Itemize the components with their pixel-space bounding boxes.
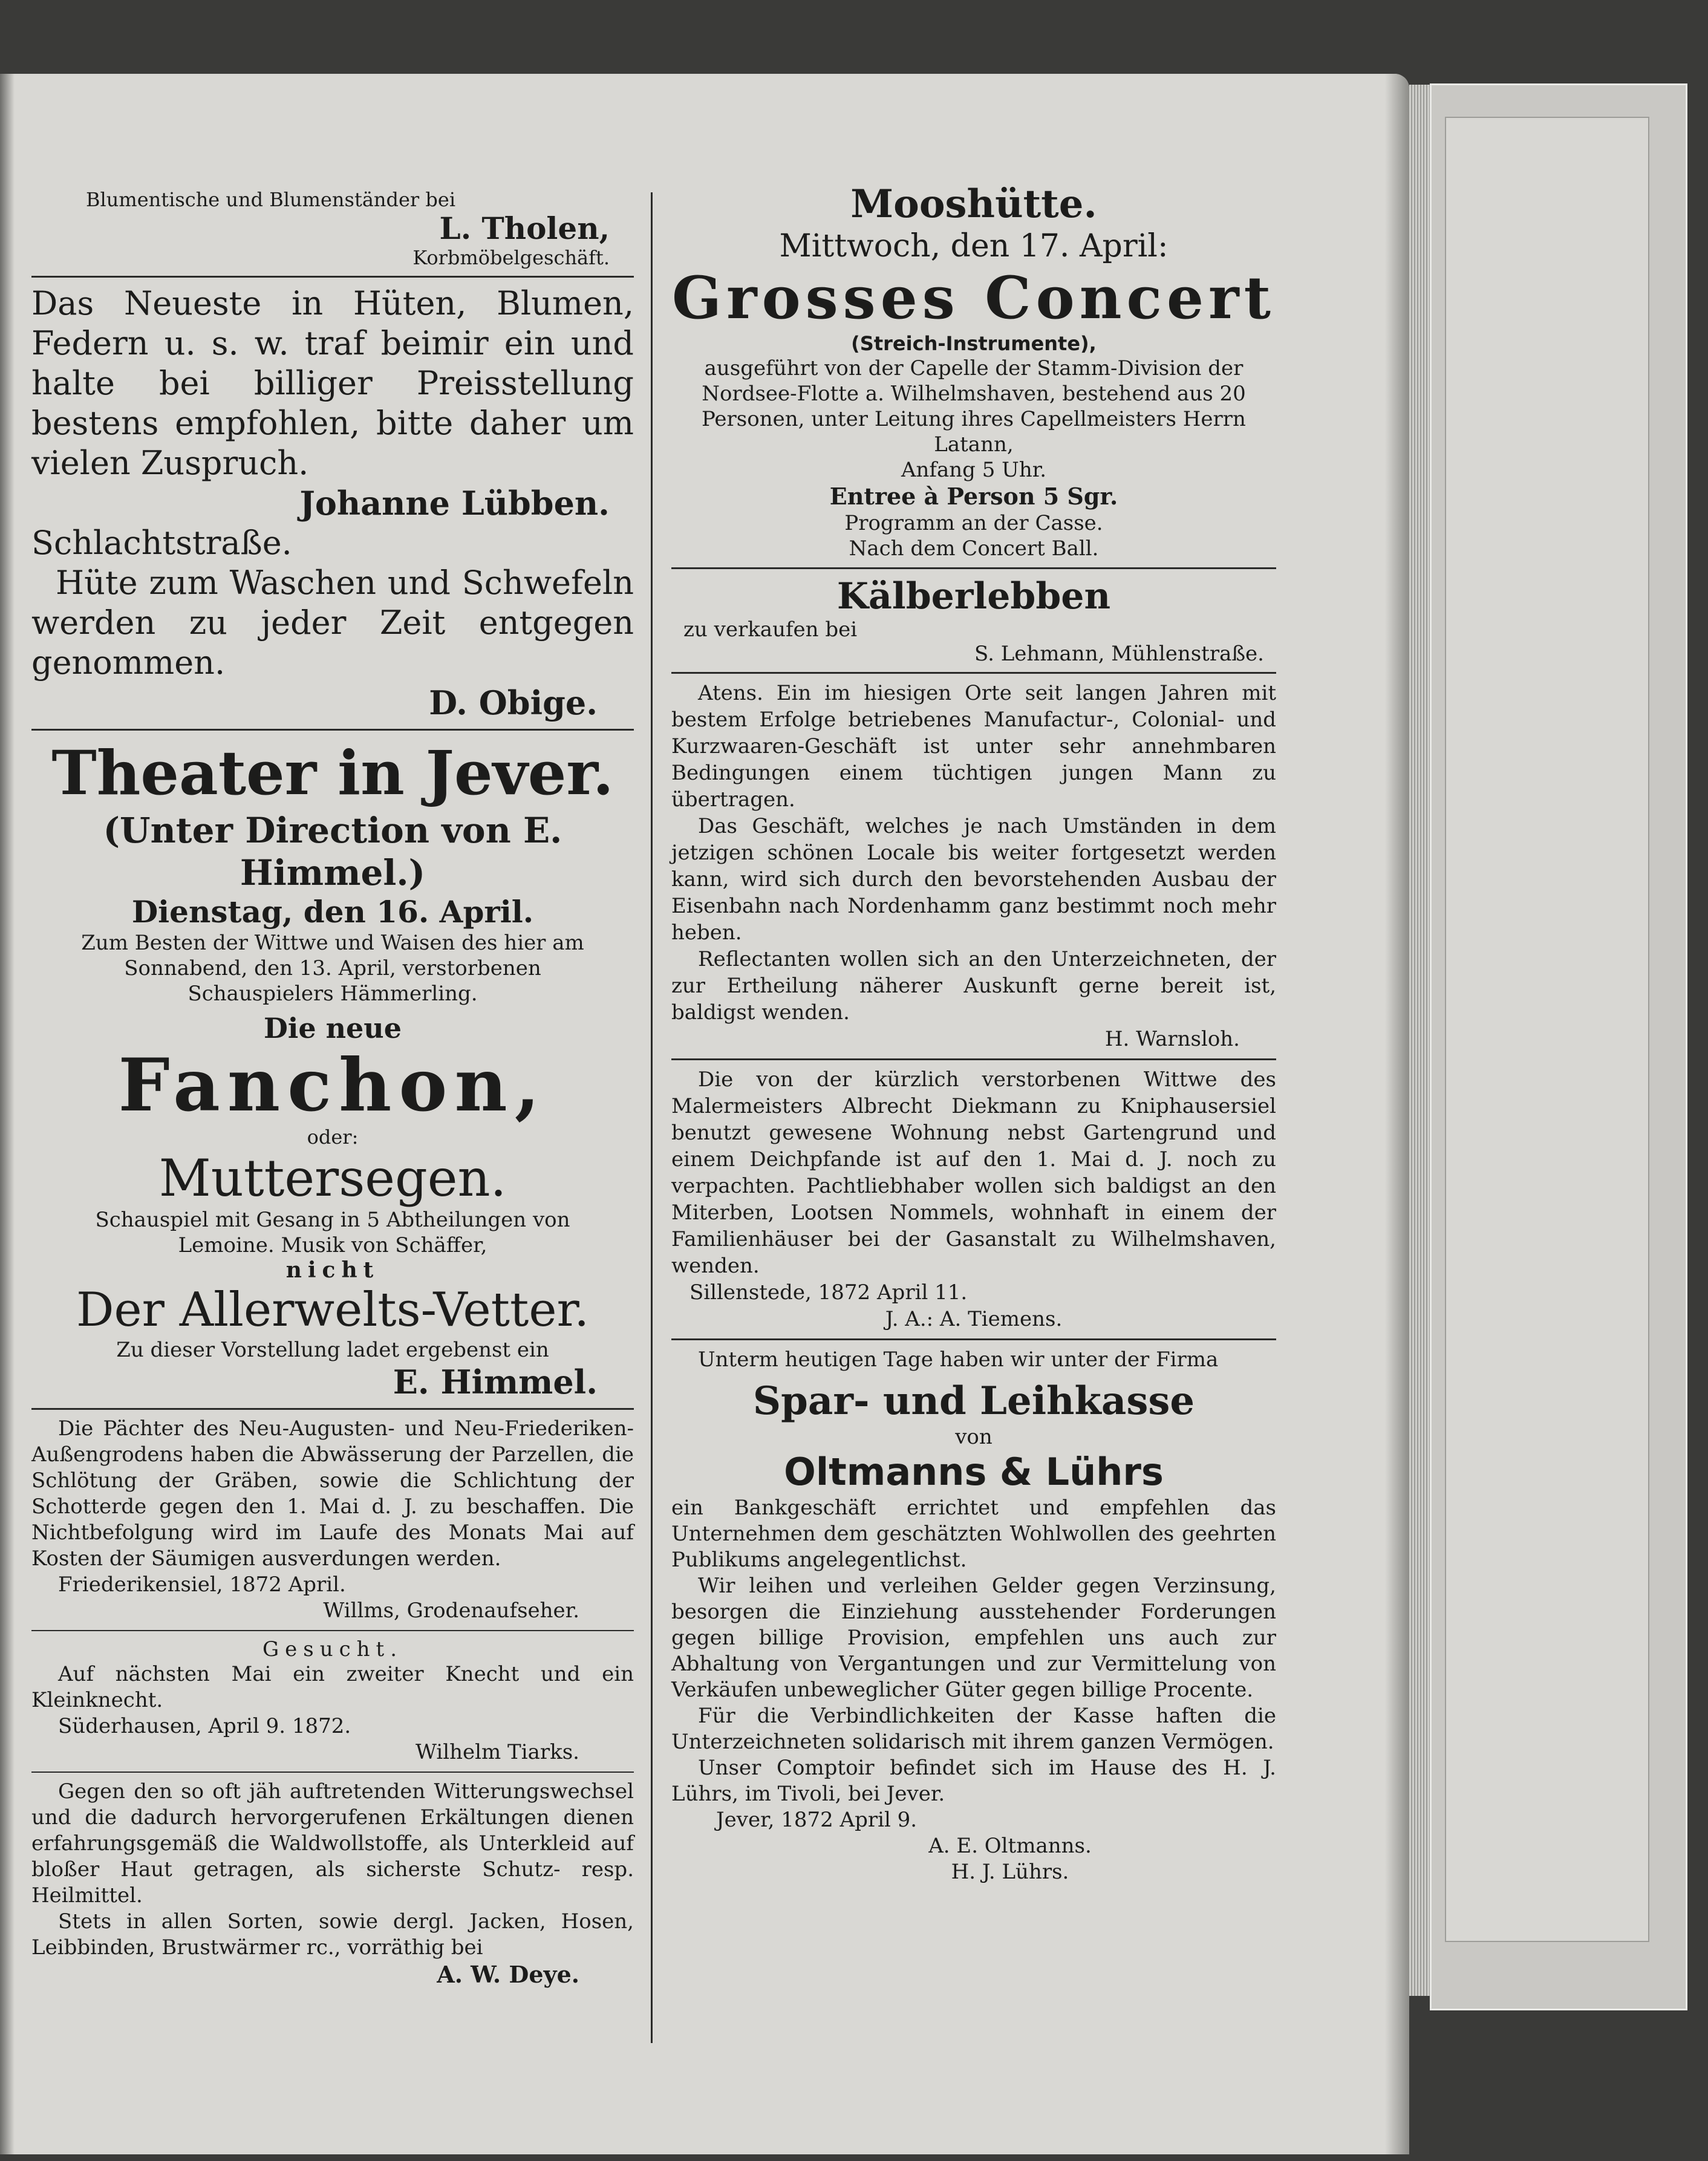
right-column bbox=[671, 181, 1276, 1885]
concert-date: Mittwoch, den 17. April: bbox=[779, 228, 1169, 264]
theater-date: Dienstag, den 16. April. bbox=[131, 894, 534, 930]
concert-venue: Mooshütte. bbox=[850, 181, 1097, 227]
ad-signer: A. W. Deye. bbox=[437, 1961, 579, 1988]
ad-signer: Willms, Grodenaufseher. bbox=[323, 1599, 579, 1623]
play-subtitle: Muttersegen. bbox=[158, 1149, 507, 1208]
ad-rule bbox=[31, 729, 634, 731]
ad-place: Sillenstede, 1872 April 11. bbox=[689, 1280, 968, 1305]
ad-advertiser: L. Tholen, bbox=[439, 210, 610, 246]
ad-rule bbox=[671, 1338, 1276, 1340]
ad-concert bbox=[671, 181, 1276, 561]
ad-rule bbox=[31, 1408, 634, 1410]
ad-place: Friederikensiel, 1872 April. bbox=[58, 1573, 346, 1597]
kalber-sale: zu verkaufen bei bbox=[683, 618, 858, 642]
ad-signer: H. J. Lührs. bbox=[951, 1860, 1069, 1884]
ad-bank bbox=[671, 1346, 1276, 1885]
concert-price: Entree à Person 5 Sgr. bbox=[829, 483, 1118, 510]
ad-grodens bbox=[31, 1416, 634, 1624]
ad-trade: Korbmöbelgeschäft. bbox=[412, 246, 610, 269]
ad-theater bbox=[31, 737, 634, 1402]
bank-owners: Oltmanns & Lührs bbox=[784, 1450, 1164, 1494]
ad-body: Hüte zum Waschen und Schwefeln werden zu jeder Zeit entgegen genommen. bbox=[31, 564, 634, 682]
ad-body: Stets in allen Sorten, sowie dergl. Jacken, Hosen, Leibbinden, Brustwärmer rc., vorräthig bei bbox=[31, 1909, 634, 1960]
ad-tholen bbox=[31, 187, 634, 270]
ad-body: Gegen den so oft jäh auftretenden Witterungswechsel und die dadurch hervorgerufenen Erkältungen dienen erfahrungsgemäß die Waldwollstoffe, als Unterkleid auf bloßer Haut getragen, als sicherste Schutz- resp. Heilmittel. bbox=[31, 1779, 634, 1908]
ad-rule bbox=[671, 567, 1276, 569]
ad-signer: H. Warnsloh. bbox=[1104, 1027, 1240, 1051]
ad-body: Unterm heutigen Tage haben wir unter der Firma bbox=[698, 1348, 1219, 1372]
ad-street: Schlachtstraße. bbox=[31, 524, 292, 562]
ad-atens bbox=[671, 680, 1276, 1052]
ad-luebben bbox=[31, 284, 634, 723]
concert-start: Anfang 5 Uhr. bbox=[901, 458, 1047, 482]
ad-body: Auf nächsten Mai ein zweiter Knecht und ein Kleinknecht. bbox=[31, 1662, 634, 1712]
concert-sub: (Streich-Instrumente), bbox=[851, 332, 1097, 355]
play-oder: oder: bbox=[307, 1126, 359, 1149]
ad-body: Reflectanten wollen sich an den Unterzeichneten, der zur Ertheilung näherer Auskunft gerne bereit ist, baldigst wenden. bbox=[671, 947, 1276, 1025]
ad-signer: A. E. Oltmanns. bbox=[928, 1834, 1092, 1858]
play-invite: Zu dieser Vorstellung ladet ergebenst ein bbox=[116, 1338, 549, 1362]
play-nicht: nicht bbox=[285, 1257, 380, 1283]
left-column bbox=[31, 187, 634, 1989]
ad-gesucht bbox=[31, 1637, 634, 1765]
ad-title: Gesucht. bbox=[262, 1637, 403, 1661]
ad-waldwoll bbox=[31, 1779, 634, 1989]
theater-signer: E. Himmel. bbox=[393, 1363, 598, 1401]
ad-body: Die Pächter des Neu-Augusten- und Neu-Friederiken-Außengrodens haben die Abwässerung der Parzellen, die Schlötung der Gräben, sowie die Schlichtung der Schotterde gegen den 1. Mai d. J. zu beschaffen. Die Nichtbefolgung wird im Laufe des Monats Mai auf Kosten der Säumigen ausverdungen werden. bbox=[31, 1416, 634, 1571]
ad-signer: J. A.: A. Tiemens. bbox=[885, 1307, 1063, 1331]
ad-kalber bbox=[671, 575, 1276, 666]
bank-von: von bbox=[955, 1425, 993, 1449]
theater-title: Theater in Jever. bbox=[51, 737, 614, 809]
ad-body: ein Bankgeschäft errichtet und empfehlen das Unternehmen dem geschätzten Wohlwollen des geehrten Publikums angelegentlichst. bbox=[671, 1496, 1276, 1572]
ad-rule bbox=[31, 276, 634, 278]
ad-place: Süderhausen, April 9. 1872. bbox=[58, 1714, 351, 1738]
ad-body: Das Neueste in Hüten, Blumen, Federn u. s. w. traf beimir ein und halte bei billiger Preisstellung bestens empfohlen, bitte daher um vielen Zuspruch. bbox=[31, 284, 634, 482]
ad-body: Das Geschäft, welches je nach Umständen in dem jetzigen schönen Locale bis weiter fortgesetzt werden kann, wird sich durch den bevorstehenden Ausbau der Eisenbahn nach Nordenhamm ganz bestimmt noch mehr heben. bbox=[671, 814, 1276, 945]
ad-signer: S. Lehmann, Mühlenstraße. bbox=[974, 642, 1264, 666]
column-divider bbox=[651, 192, 653, 2043]
play-title: Fanchon, bbox=[118, 1043, 547, 1128]
theater-direction: (Unter Direction von E. Himmel.) bbox=[103, 810, 562, 893]
concert-ball: Nach dem Concert Ball. bbox=[849, 536, 1099, 561]
ad-signer: Wilhelm Tiarks. bbox=[416, 1740, 579, 1764]
ad-line: Blumentische und Blumenständer bei bbox=[86, 188, 456, 211]
ad-advertiser: Johanne Lübben. bbox=[299, 484, 610, 523]
play-pre: Die neue bbox=[263, 1012, 402, 1045]
cover-inner-panel bbox=[1445, 117, 1649, 1942]
ad-advertiser: D. Obige. bbox=[429, 683, 598, 722]
play-other: Der Allerwelts-Vetter. bbox=[76, 1283, 590, 1337]
concert-body: ausgeführt von der Capelle der Stamm-Division der Nordsee-Flotte a. Wilhelmshaven, bestehend aus 20 Personen, unter Leitung ihres Capellmeisters Herrn Latann, bbox=[702, 356, 1246, 457]
book-cover-board bbox=[1430, 83, 1687, 2010]
bank-name: Spar- und Leihkasse bbox=[752, 1378, 1195, 1424]
ad-rule bbox=[31, 1630, 634, 1631]
ad-body: Atens. Ein im hiesigen Orte seit langen Jahren mit bestem Erfolge betriebenes Manufactur-, Colonial- und Kurzwaaren-Geschäft ist unter sehr annehmbaren Bedingungen einem tüchtigen jungen Mann zu übertragen. bbox=[671, 681, 1276, 812]
ad-body: Für die Verbindlichkeiten der Kasse haften die Unterzeichneten solidarisch mit ihrem ganzen Vermögen. bbox=[671, 1704, 1276, 1754]
play-genre: Schauspiel mit Gesang in 5 Abtheilungen von Lemoine. Musik von Schäffer, bbox=[95, 1208, 570, 1257]
theater-benefit: Zum Besten der Wittwe und Waisen des hier am Sonnabend, den 13. April, verstorbenen Schauspielers Hämmerling. bbox=[81, 931, 584, 1006]
book-page-edges bbox=[1409, 85, 1430, 1996]
ad-diekmann bbox=[671, 1066, 1276, 1332]
ad-body: Unser Comptoir befindet sich im Hause des H. J. Lührs, im Tivoli, bei Jever. bbox=[671, 1756, 1276, 1806]
ad-body: Die von der kürzlich verstorbenen Wittwe des Malermeisters Albrecht Diekmann zu Kniphausersiel benutzt gewesene Wohnung nebst Gartengrund und einem Deichpfande ist auf den 1. Mai d. J. noch zu verpachten. Pachtliebhaber wollen sich baldigst an den Miterben, Lootsen Nommels, wohnhaft in einem der Familienhäuser bei der Gasanstalt zu Wilhelmshaven, wenden. bbox=[671, 1067, 1276, 1278]
ad-place: Jever, 1872 April 9. bbox=[716, 1808, 918, 1832]
concert-program: Programm an der Casse. bbox=[844, 511, 1103, 535]
ad-body: Wir leihen und verleihen Gelder gegen Verzinsung, besorgen die Einziehung ausstehender Forderungen gegen billige Provision, empfehlen uns auch zur Abhaltung von Vergantungen und zur Vermittelung von Verkäufen unbeweglicher Güter gegen billige Procente. bbox=[671, 1574, 1276, 1702]
ad-rule bbox=[671, 1058, 1276, 1060]
kalber-title: Kälberlebben bbox=[836, 575, 1111, 618]
ad-rule bbox=[671, 672, 1276, 674]
ad-rule bbox=[31, 1771, 634, 1773]
concert-title: Grosses Concert bbox=[672, 264, 1276, 332]
